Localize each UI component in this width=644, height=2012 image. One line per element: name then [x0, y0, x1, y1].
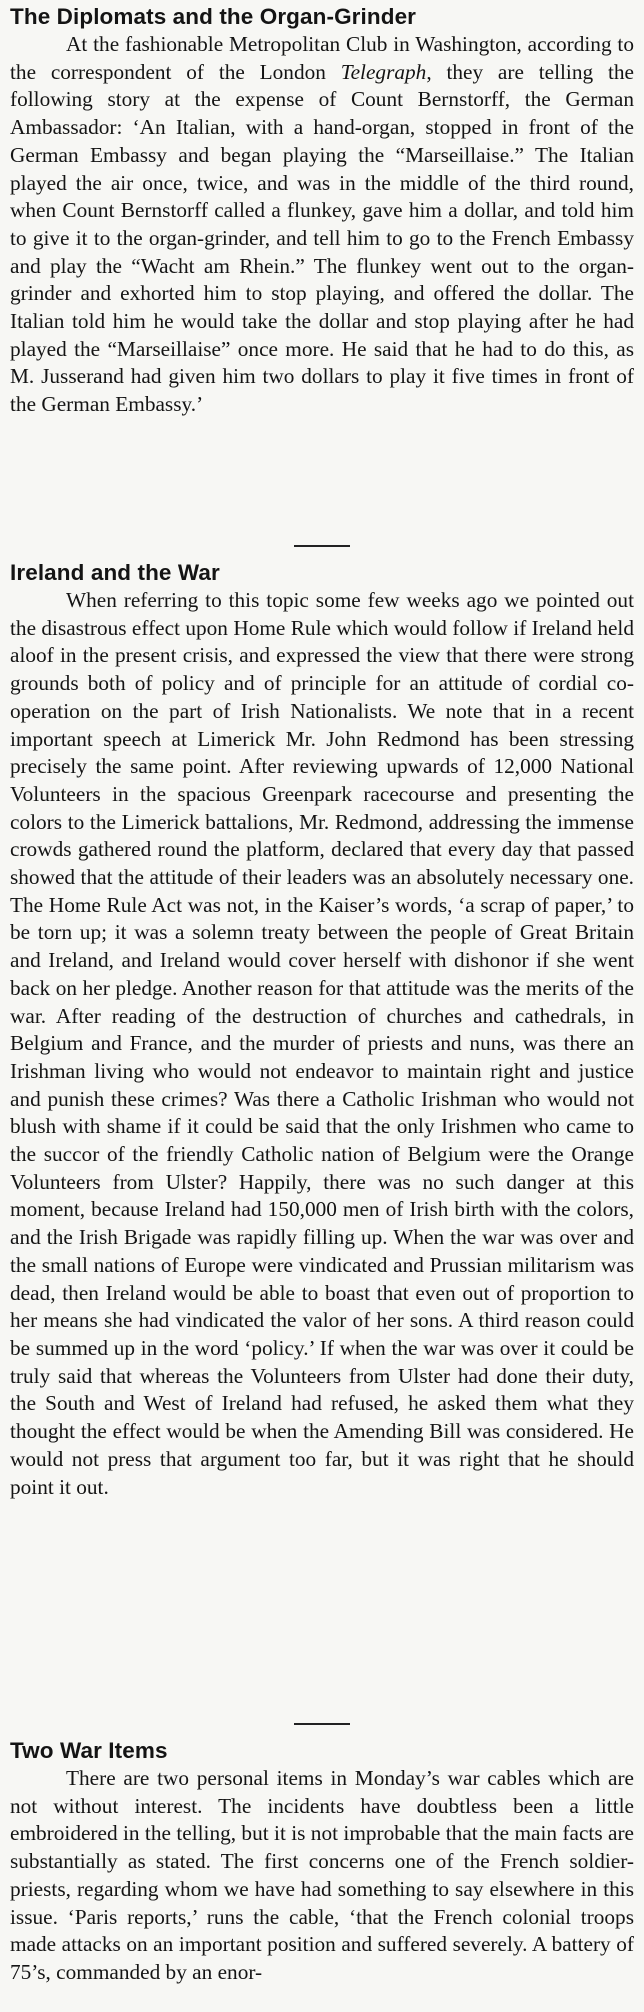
article-body: There are two personal items in Monday’s war cables which are not without interest. The incidents have doubtless been a little embroidered in the telling, but it is not improbable that the main facts are substantially as stated. The first concerns one of the French soldier-priests, regarding whom we have had something to say elsewhere in this issue. ‘Paris reports,’ runs the cable, ‘that the French colonial troops made attacks on an important position and suffered severely. A battery of 75’s, commanded by an enor-: [10, 1766, 634, 1984]
article-ireland-and-the-war: [6, 558, 636, 1501]
article-heading: Ireland and the War: [10, 560, 220, 585]
article-diplomats-organ-grinder: [6, 2, 636, 419]
article-body: When referring to this topic some few weeks ago we pointed out the disastrous effect upon Home Rule which would follow if Ireland held aloof in the present crisis, and expressed the view that there were strong grounds both of policy and of principle for an attitude of cordial co-operation on the part of Irish Nationalists. We note that in a recent important speech at Limerick Mr. John Redmond has been stressing precisely the same point. After reviewing upwards of 12,000 National Volunteers in the spacious Greenpark racecourse and presenting the colors to the Limerick battalions, Mr. Redmond, addressing the immense crowds gathered round the platform, declared that every day that passed showed that the attitude of their leaders was an absolutely necessary one. The Home Rule Act was not, in the Kaiser’s words, ‘a scrap of paper,’ to be torn up; it was a solemn treaty between the people of Great Britain and Ireland, and Ireland would cover herself with dishonor if she went back on her pledge. Another reason for that attitude was the merits of the war. After reading of the destruction of churches and cathedrals, in Belgium and France, and the murder of priests and nuns, was there an Irishman living who would not endeavor to maintain right and justice and punish these crimes? Was there a Catholic Irishman who would not blush with shame if it could be said that the only Irishmen who came to the succor of the friendly Catholic nation of Belgium were the Orange Volunteers from Ulster? Happily, there was no such danger at this moment, because Ireland had 150,000 men of Irish birth with the colors, and the Irish Brigade was rapidly filling up. When the war was over and the small nations of Europe were vindicated and Prussian militarism was dead, then Ireland would be able to boast that even out of proportion to her means she had vindicated the valor of her sons. A third reason could be summed up in the word ‘policy.’ If when the war was over it could be truly said that whereas the Volunteers from Ulster had done their duty, the South and West of Ireland had refused, he asked them what they thought the effect would be when the Amending Bill was considered. He would not press that argument too far, but it was right that he should point it out.: [10, 588, 634, 1499]
newspaper-name-italic: Telegraph: [340, 59, 427, 84]
article-body-text: At the fashionable Metropolitan Club in Washington, according to the correspondent of the London: [10, 32, 634, 84]
section-divider: [294, 545, 350, 547]
article-body: [6, 31, 636, 419]
article-body-text: , they are telling the following story at the expense of Count Bernstorff, the German Ambassador: ‘An Italian, with a hand-organ, stopped in front of the German Embassy and began playing the “Marseillaise.” The Italian played the air once, twice, and was in the middle of the third round, when Count Bernstorff called a flunkey, gave him a dollar, and told him to give it to the organ-grinder, and tell him to go to the French Embassy and play the “Wacht am Rhein.” The flunkey went out to the organ-grinder and exhorted him to stop playing, and offered the dollar. The Italian told him he would take the dollar and stop playing after he had played the “Marseillaise” once more. He said that he had to do this, as M. Jusserand had given him two dollars to play it five times in front of the German Embassy.’: [10, 59, 634, 417]
article-heading: Two War Items: [10, 1738, 168, 1763]
article-two-war-items: [6, 1736, 636, 1987]
section-divider: [294, 1723, 350, 1725]
article-heading: The Diplomats and the Organ-Grinder: [10, 4, 417, 29]
